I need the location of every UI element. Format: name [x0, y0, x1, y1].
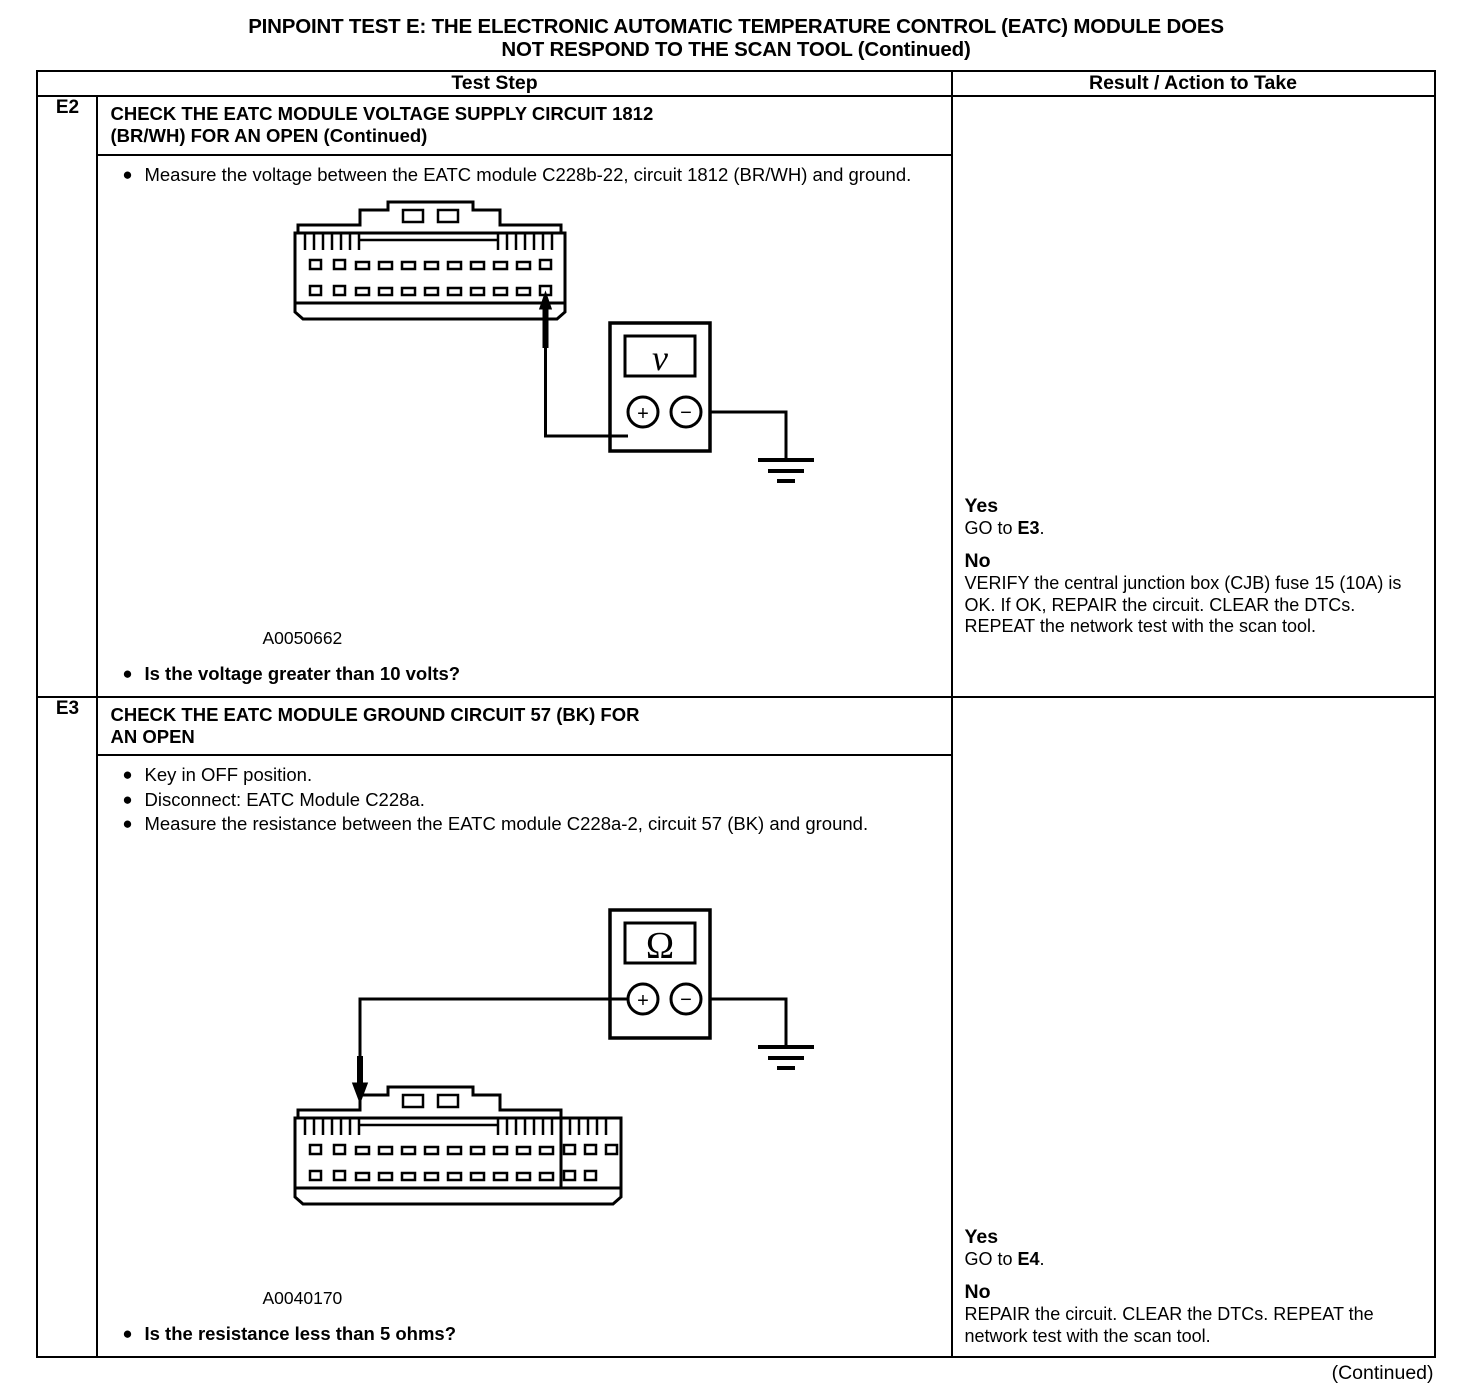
- step-question-e2: [98, 649, 950, 696]
- meter-symbol-label: Ω: [646, 925, 675, 968]
- column-header-test-step: Test Step: [37, 71, 951, 96]
- meter-minus-label: −: [680, 402, 693, 425]
- list-item: [110, 663, 938, 686]
- step-id-e2: E2: [37, 96, 97, 697]
- yes-text-pre: GO to: [964, 1249, 1018, 1270]
- step-content-e3: [97, 697, 951, 1357]
- ohmmeter-connector-diagram: [98, 838, 944, 1288]
- list-item: [110, 164, 938, 187]
- step-heading-line-2: AN OPEN: [110, 725, 195, 747]
- page-title-line-2: NOT RESPOND TO THE SCAN TOOL (Continued): [501, 37, 971, 61]
- result-yes-label: Yes: [964, 494, 999, 517]
- pinpoint-test-table: [36, 70, 1435, 1358]
- step-heading-line-1: CHECK THE EATC MODULE GROUND CIRCUIT 57 (BK) FOR: [110, 703, 640, 725]
- result-no-text: VERIFY the central junction box (CJB) fuse 15 (10A) is OK. If OK, REPAIR the circuit. CLEAR the DTCs. REPEAT the network test with the scan tool.: [964, 573, 1402, 637]
- list-item: [110, 813, 938, 836]
- list-item: [110, 789, 938, 812]
- bullet-dot-icon: ●: [122, 664, 133, 684]
- list-item: [110, 764, 938, 787]
- yes-text-target: E3: [1017, 518, 1040, 539]
- step-heading-e2: [98, 97, 950, 156]
- figure-a0050662: [98, 188, 950, 628]
- meter-plus-label: +: [637, 990, 650, 1013]
- bullet-dot-icon: ●: [122, 789, 133, 809]
- result-block-e3: [965, 1226, 1424, 1348]
- step-id-e3: E3: [37, 697, 97, 1357]
- bullet-dot-icon: ●: [122, 814, 133, 834]
- step-bullets-e2: [98, 156, 950, 187]
- result-yes-text: [965, 518, 1424, 540]
- meter-minus-label: −: [680, 989, 693, 1012]
- result-yes-text: [965, 1249, 1424, 1271]
- bullet-text: Measure the voltage between the EATC module C228b-22, circuit 1812 (BR/WH) and ground.: [144, 163, 912, 185]
- result-no-text: REPAIR the circuit. CLEAR the DTCs. REPEAT the network test with the scan tool.: [964, 1304, 1374, 1346]
- yes-text-target: E4: [1017, 1249, 1040, 1270]
- step-question-e3: [98, 1309, 950, 1356]
- footer-continued: (Continued): [1331, 1361, 1434, 1384]
- result-no-label: No: [964, 549, 991, 572]
- bullet-text: Measure the resistance between the EATC module C228a-2, circuit 57 (BK) and ground.: [144, 813, 869, 835]
- page-title: [24, 16, 1448, 62]
- step-heading-line-1: CHECK THE EATC MODULE VOLTAGE SUPPLY CIRCUIT 1812: [110, 102, 654, 124]
- table-header-row: [37, 71, 1434, 96]
- column-header-result-action: Result / Action to Take: [952, 71, 1435, 96]
- figure-id-a0050662: A0050662: [262, 628, 343, 649]
- result-yes-label: Yes: [964, 1226, 999, 1249]
- figure-id-a0040170: A0040170: [262, 1288, 343, 1309]
- bullet-dot-icon: ●: [122, 164, 133, 184]
- page-title-line-1: PINPOINT TEST E: THE ELECTRONIC AUTOMATIC TEMPERATURE CONTROL (EATC) MODULE DOES: [248, 15, 1224, 38]
- meter-symbol-label: ν: [652, 338, 669, 379]
- result-action-e2: [952, 96, 1435, 697]
- table-row: [37, 96, 1434, 697]
- bullet-text: Disconnect: EATC Module C228a.: [144, 788, 425, 810]
- question-text: Is the voltage greater than 10 volts?: [144, 663, 461, 685]
- result-no-label: No: [964, 1281, 991, 1304]
- yes-text-post: .: [1039, 518, 1045, 539]
- step-bullets-e3: [98, 756, 950, 836]
- meter-plus-label: +: [637, 403, 650, 426]
- question-text: Is the resistance less than 5 ohms?: [144, 1323, 457, 1345]
- bullet-dot-icon: ●: [122, 765, 133, 785]
- table-row: [37, 697, 1434, 1357]
- list-item: [110, 1323, 938, 1346]
- step-heading-line-2: (BR/WH) FOR AN OPEN (Continued): [110, 124, 428, 146]
- connector-voltmeter-diagram: [98, 188, 944, 628]
- step-heading-e3: [98, 698, 950, 757]
- result-block-e2: [965, 495, 1424, 648]
- figure-a0040170: [98, 838, 950, 1288]
- result-action-e3: [952, 697, 1435, 1357]
- bullet-dot-icon: ●: [122, 1324, 133, 1344]
- step-content-e2: [97, 96, 951, 697]
- yes-text-post: .: [1039, 1249, 1045, 1270]
- bullet-text: Key in OFF position.: [144, 764, 313, 786]
- yes-text-pre: GO to: [964, 518, 1018, 539]
